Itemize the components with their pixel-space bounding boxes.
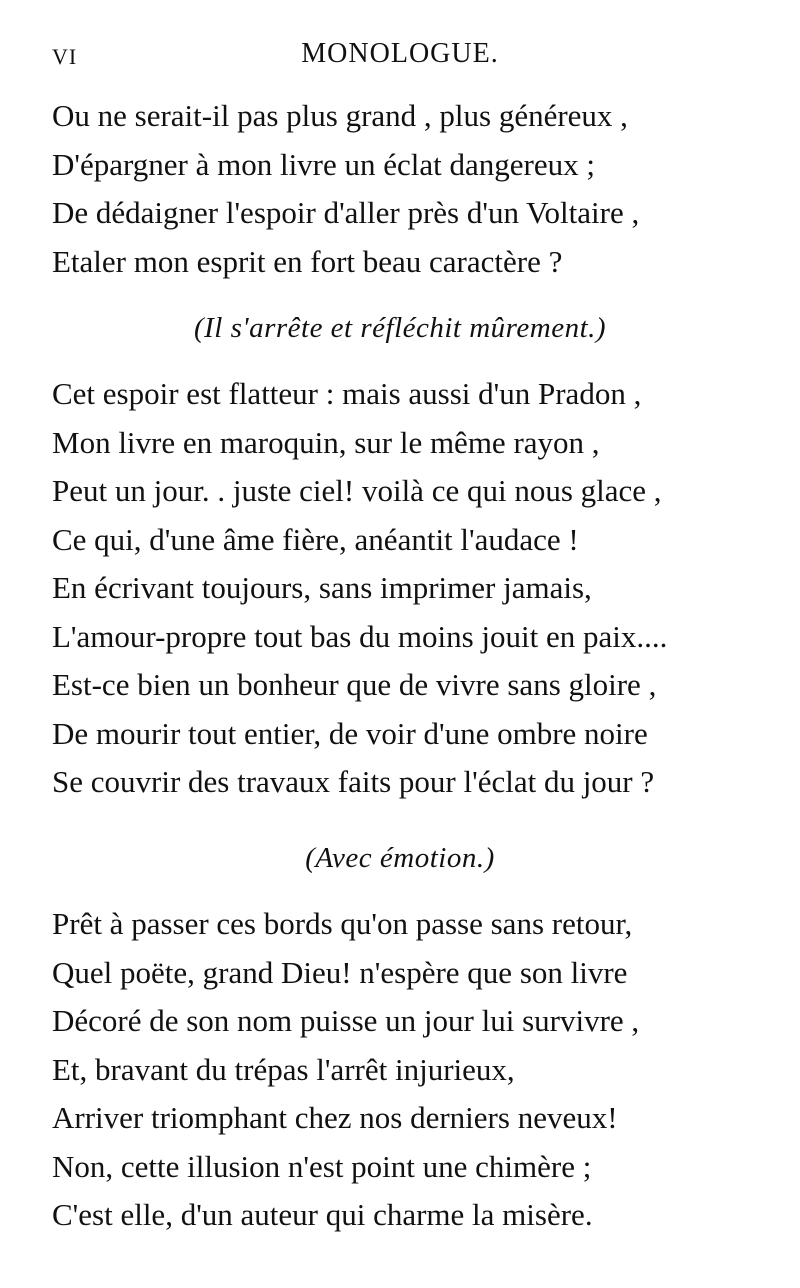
verse-line: D'épargner à mon livre un éclat dangereux ;: [52, 146, 595, 182]
running-title: MONOLOGUE.: [301, 38, 499, 69]
verse-line: Ou ne serait-il pas plus grand , plus généreux ,: [52, 98, 628, 133]
verse-line: Etaler mon esprit en fort beau caractère ?: [52, 243, 563, 279]
verse-line: Est-ce bien un bonheur que de vivre sans gloire ,: [52, 667, 657, 702]
verse-line: Non, cette illusion n'est point une chimère ;: [52, 1148, 592, 1184]
verse-line: De mourir tout entier, de voir d'une ombre noire: [52, 715, 648, 751]
verse-line: De dédaigner l'espoir d'aller près d'un Voltaire ,: [52, 195, 640, 230]
verse-line: Prêt à passer ces bords qu'on passe sans retour,: [52, 906, 633, 941]
verse-stanza-2: [52, 370, 792, 807]
page-number: VI: [52, 44, 78, 69]
verse-stanza-1: [52, 92, 792, 286]
verse-line: C'est elle, d'un auteur qui charme la misère.: [52, 1197, 593, 1232]
verse-line: Mon livre en maroquin, sur le même rayon ,: [52, 424, 600, 460]
stage-direction: (Il s'arrête et réfléchit mûrement.): [193, 312, 607, 344]
verse-line: Cet espoir est flatteur : mais aussi d'un Pradon ,: [52, 376, 642, 411]
verse-line: Et, bravant du trépas l'arrêt injurieux,: [52, 1051, 515, 1087]
verse-stanza-3: [52, 900, 792, 1240]
verse-line: Peut un jour. . juste ciel! voilà ce qui nous glace ,: [52, 473, 662, 508]
stage-direction: (Avec émotion.): [305, 842, 495, 874]
verse-line: Quel poëte, grand Dieu! n'espère que son livre: [52, 954, 628, 990]
verse-line: Se couvrir des travaux faits pour l'éclat du jour ?: [52, 764, 655, 799]
verse-line: L'amour-propre tout bas du moins jouit en paix....: [52, 618, 668, 654]
verse-line: Arriver triomphant chez nos derniers neveux!: [52, 1100, 618, 1135]
verse-line: Décoré de son nom puisse un jour lui survivre ,: [52, 1003, 640, 1038]
verse-line: Ce qui, d'une âme fière, anéantit l'audace !: [52, 521, 579, 557]
verse-line: En écrivant toujours, sans imprimer jamais,: [52, 570, 592, 605]
